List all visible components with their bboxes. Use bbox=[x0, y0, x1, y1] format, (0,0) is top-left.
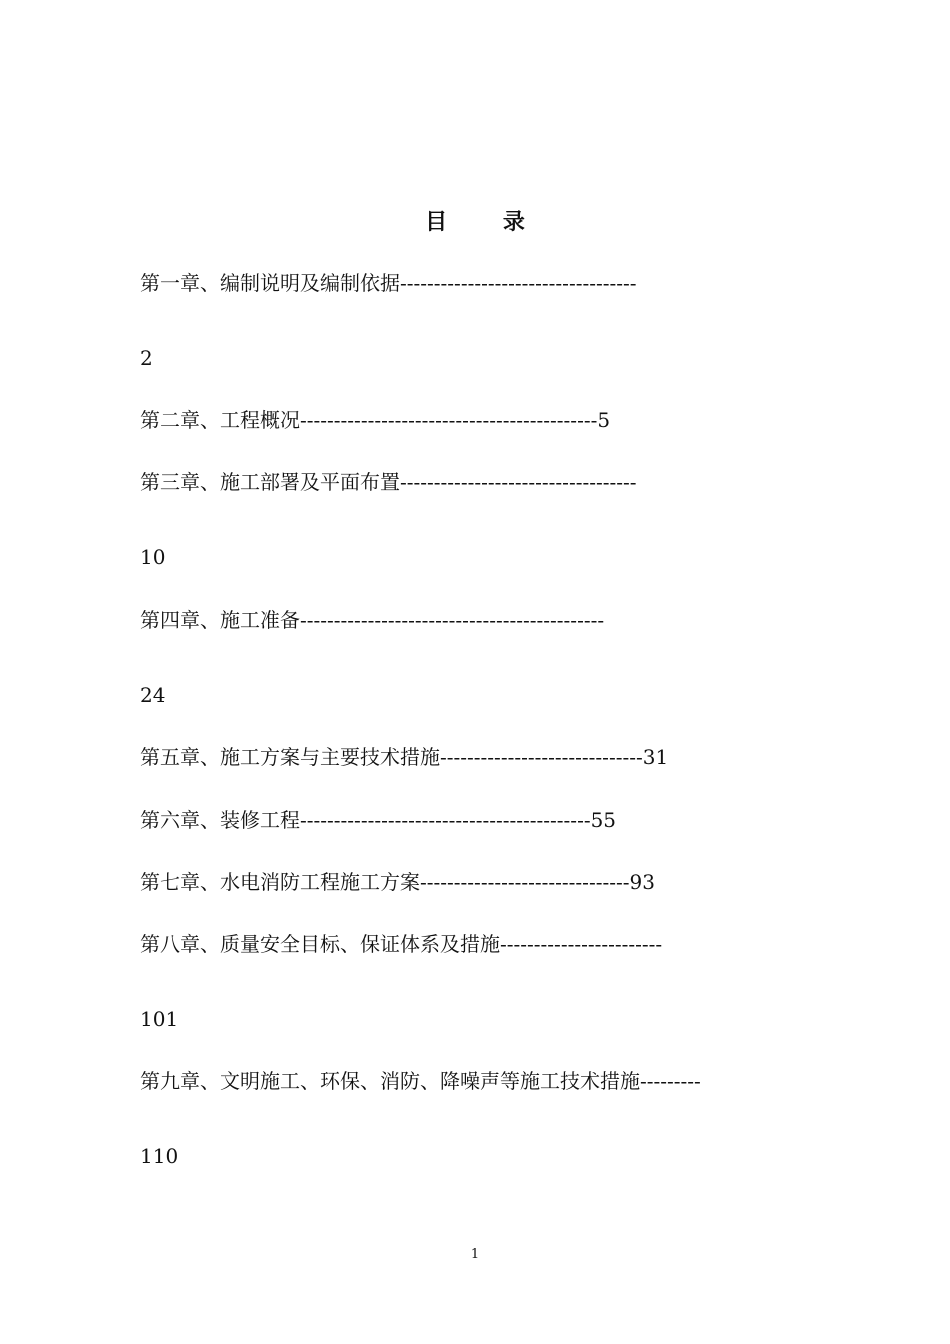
toc-entry-chapter-4: 第四章、施工准备--------------------------------------------- bbox=[140, 608, 605, 632]
toc-entry-page-number: 10 bbox=[140, 545, 166, 569]
toc-entry-chapter-1: 第一章、编制说明及编制依据----------------------------------- bbox=[140, 271, 637, 295]
page-title: 目 录 bbox=[425, 209, 549, 235]
toc-entry-page-number: 2 bbox=[140, 346, 153, 370]
toc-entry-page-number: 110 bbox=[140, 1144, 179, 1168]
toc-entry-chapter-3: 第三章、施工部署及平面布置----------------------------------- bbox=[140, 470, 637, 494]
toc-entry-page-number: 24 bbox=[140, 683, 166, 707]
toc-entry-chapter-6: 第六章、装修工程-------------------------------------------55 bbox=[140, 808, 617, 832]
toc-entry-chapter-8: 第八章、质量安全目标、保证体系及措施------------------------ bbox=[140, 932, 663, 956]
toc-entry-chapter-5: 第五章、施工方案与主要技术措施------------------------------31 bbox=[140, 745, 669, 769]
toc-entry-chapter-7: 第七章、水电消防工程施工方案-------------------------------93 bbox=[140, 870, 655, 894]
toc-entry-page-number: 101 bbox=[140, 1007, 179, 1031]
toc-entry-chapter-9: 第九章、文明施工、环保、消防、降噪声等施工技术措施--------- bbox=[140, 1069, 701, 1093]
toc-entry-chapter-2: 第二章、工程概况--------------------------------------------5 bbox=[140, 408, 611, 432]
page-number: 1 bbox=[470, 1247, 480, 1262]
